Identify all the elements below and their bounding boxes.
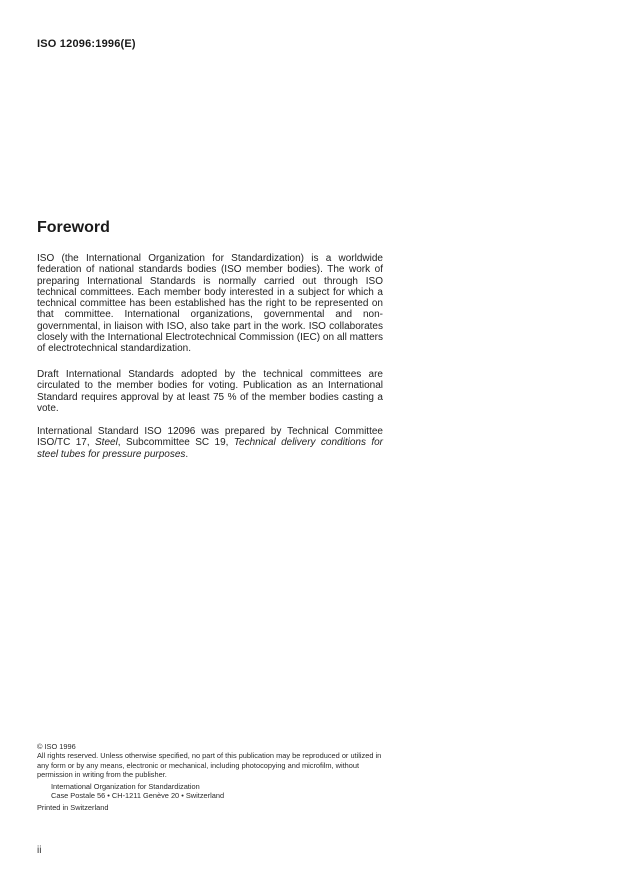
paragraph-3-text-a: International Standard ISO 12096 was prepared by Technical Committee ISO/TC 17, [37, 426, 383, 449]
document-id: ISO 12096:1996(E) [37, 38, 136, 50]
page-number: ii [37, 845, 42, 856]
foreword-title: Foreword [37, 219, 110, 236]
rights-statement: All rights reserved. Unless otherwise specified, no part of this publication may be reproduced or utilized in any form or by any means, electronic or mechanical, including photocopying and microfilm, without permission in writing from the publisher. [37, 751, 382, 780]
printed-in: Printed in Switzerland [37, 803, 109, 813]
foreword-paragraph-2: Draft International Standards adopted by the technical committees are circulated to the member bodies for voting. Publication as an International Standard requires approval by at least 75 % of the member bodies casting a vote. [37, 369, 383, 414]
subcommittee-title: Technical delivery conditions for steel tubes for pressure purposes [37, 437, 383, 460]
publisher-name: International Organization for Standardization [51, 781, 200, 791]
paragraph-3-text-b: , Subcommittee SC 19, [117, 437, 234, 449]
copyright-notice: © ISO 1996 [37, 742, 76, 751]
copyright-block [37, 742, 387, 813]
committee-name-steel: Steel [95, 437, 118, 449]
foreword-paragraph-3 [37, 426, 383, 460]
publisher-address: Case Postale 56 • CH-1211 Genève 20 • Switzerland [51, 791, 225, 801]
paragraph-3-end: . [185, 448, 189, 460]
foreword-paragraph-1: ISO (the International Organization for Standardization) is a worldwide federation of national standards bodies (ISO member bodies). The work of preparing International Standards is normally carried out through ISO technical committees. Each member body interested in a subject for which a technical committee has been established has the right to be represented on that committee. International organizations, governmental and non-governmental, in liaison with ISO, also take part in the work. ISO collaborates closely with the International Electrotechnical Commission (IEC) on all matters of electrotechnical standardization. [37, 253, 383, 355]
